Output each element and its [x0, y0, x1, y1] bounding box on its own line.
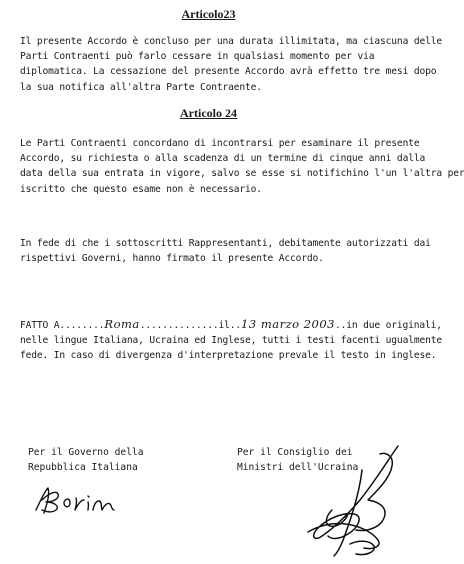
ukraine-handwritten-signature: [288, 440, 413, 562]
article-24-line: Accordo, su richiesta o alla scadenza di un termine di cinque anni dalla: [20, 153, 426, 165]
in-faith-line: In fede di che i sottoscritti Rappresentanti, debitamente autorizzati dai: [20, 238, 431, 249]
place-dots-right: ..............: [139, 320, 219, 331]
article-24-body: [20, 136, 464, 197]
italy-handwritten-signature: [30, 480, 140, 520]
article-23-line: la sua notifica all'altra Parte Contraente.: [20, 81, 262, 93]
article-24-line: data della sua entrata in vigore, salvo se esse si notifichino l'un l'altra per: [20, 168, 464, 180]
date-dots: ..: [334, 320, 347, 331]
article-23-line: diplomatica. La cessazione del presente Accordo avrà effetto tre mesi dopo: [20, 66, 437, 78]
in-faith-line: rispettivi Governi, hanno firmato il presente Accordo.: [20, 253, 324, 265]
done-at-line: fede. In caso di divergenza d'interpretazione prevale il testo in inglese.: [20, 350, 437, 362]
article-23-line: Parti Contraenti può farlo cessare in qualsiasi momento per via: [20, 51, 375, 63]
article-23-title: Articolo23: [181, 7, 236, 21]
article-24-title: Articolo 24: [180, 106, 237, 120]
article-23-body: [20, 34, 442, 95]
in-faith-paragraph: [20, 236, 431, 266]
done-at-prefix: FATTO A: [20, 320, 60, 331]
italy-signatory-label: [28, 445, 144, 475]
done-at-first-line: [20, 317, 442, 333]
date-handwritten: 13 marzo 2003: [241, 317, 335, 331]
ukraine-signatory-line: Ministri dell'Ucraina: [237, 462, 359, 474]
article-24-line: Le Parti Contraenti concordano di incontrarsi per esaminare il presente: [20, 138, 420, 149]
italy-signatory-line: Per il Governo della: [28, 447, 144, 458]
article-24-line: iscritto che questo esame non è necessario.: [20, 183, 262, 195]
done-at-line: nelle lingue Italiana, Ucraina ed Inglese, tutti i testi facenti ugualmente: [20, 335, 442, 347]
place-dots-left: ........: [59, 320, 105, 331]
done-at-paragraph: [20, 317, 442, 364]
done-at-suffix: in due originali,: [346, 320, 442, 331]
article-23-line: Il presente Accordo è concluso per una durata illimitata, ma ciascuna delle: [20, 36, 442, 47]
done-at-mid: il..: [218, 320, 242, 331]
ukraine-signatory-line: Per il Consiglio dei: [237, 447, 353, 458]
place-handwritten: Roma: [104, 317, 140, 331]
italy-signatory-line: Repubblica Italiana: [28, 462, 138, 474]
